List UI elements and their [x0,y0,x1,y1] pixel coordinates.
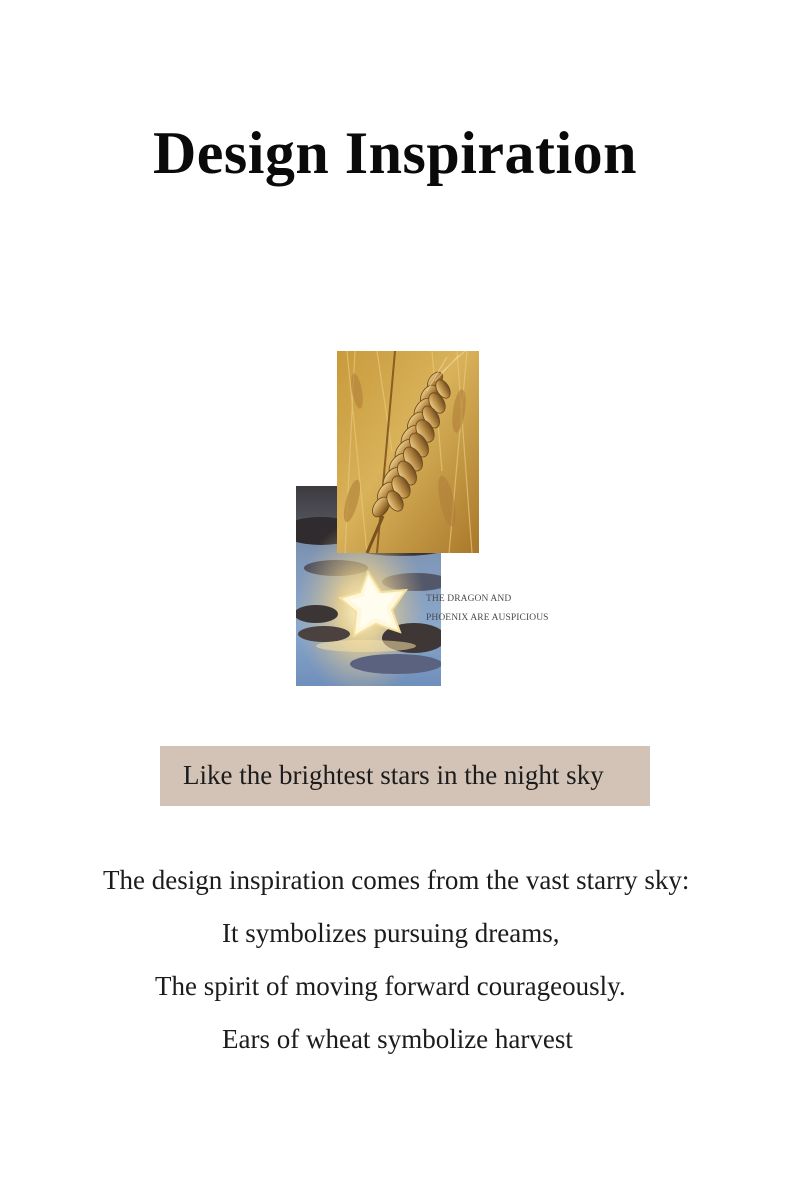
collage-caption [426,590,549,628]
caption-line-1: THE DRAGON AND [426,594,512,604]
description-line-3: The spirit of moving forward courageously. [155,971,626,1001]
wheat-photo [337,351,479,553]
caption-line-2: PHOENIX ARE AUSPICIOUS [426,613,549,623]
description-line-2: It symbolizes pursuing dreams, [222,918,560,948]
slogan-text: Like the brightest stars in the night sky [183,760,604,790]
page-title: Design Inspiration [152,120,638,187]
description-line-4: Ears of wheat symbolize harvest [222,1024,573,1054]
description-line-1: The design inspiration comes from the vast starry sky: [103,865,690,895]
slogan-banner [160,746,650,806]
